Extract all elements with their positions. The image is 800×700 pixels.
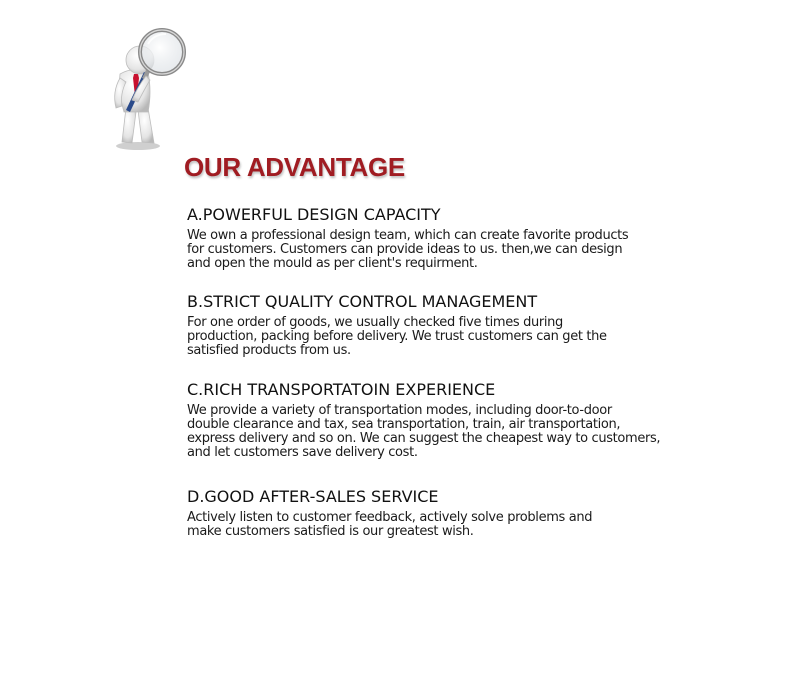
section-text: For one order of goods, we usually checked five times during production, packing before delivery. We trust customers can get the satisfied products from us. xyxy=(187,315,607,358)
page-title: OUR ADVANTAGE xyxy=(184,152,405,182)
section-text: Actively listen to customer feedback, actively solve problems and make customers satisfied is our greatest wish. xyxy=(187,510,593,539)
advantage-section-after-sales xyxy=(187,487,707,539)
section-title: D.GOOD AFTER-SALES SERVICE xyxy=(187,487,439,506)
section-title: B.STRICT QUALITY CONTROL MANAGEMENT xyxy=(187,292,538,311)
section-title: A.POWERFUL DESIGN CAPACITY xyxy=(187,205,441,224)
section-text: We provide a variety of transportation modes, including door-to-door double clearance and tax, sea transportation, train, air transportation, express delivery and so on. We can suggest the cheapest way to customers, and let customers save delivery cost. xyxy=(187,403,661,460)
advantage-section-transportation xyxy=(187,380,707,460)
advantage-section-design xyxy=(187,205,707,271)
section-title: C.RICH TRANSPORTATOIN EXPERIENCE xyxy=(187,380,496,399)
advantage-section-quality xyxy=(187,292,707,358)
magnifier-figure-icon xyxy=(108,26,192,152)
section-text: We own a professional design team, which can create favorite products for customers. Customers can provide ideas to us. then,we can design and open the mould as per client's requirment. xyxy=(187,228,629,271)
